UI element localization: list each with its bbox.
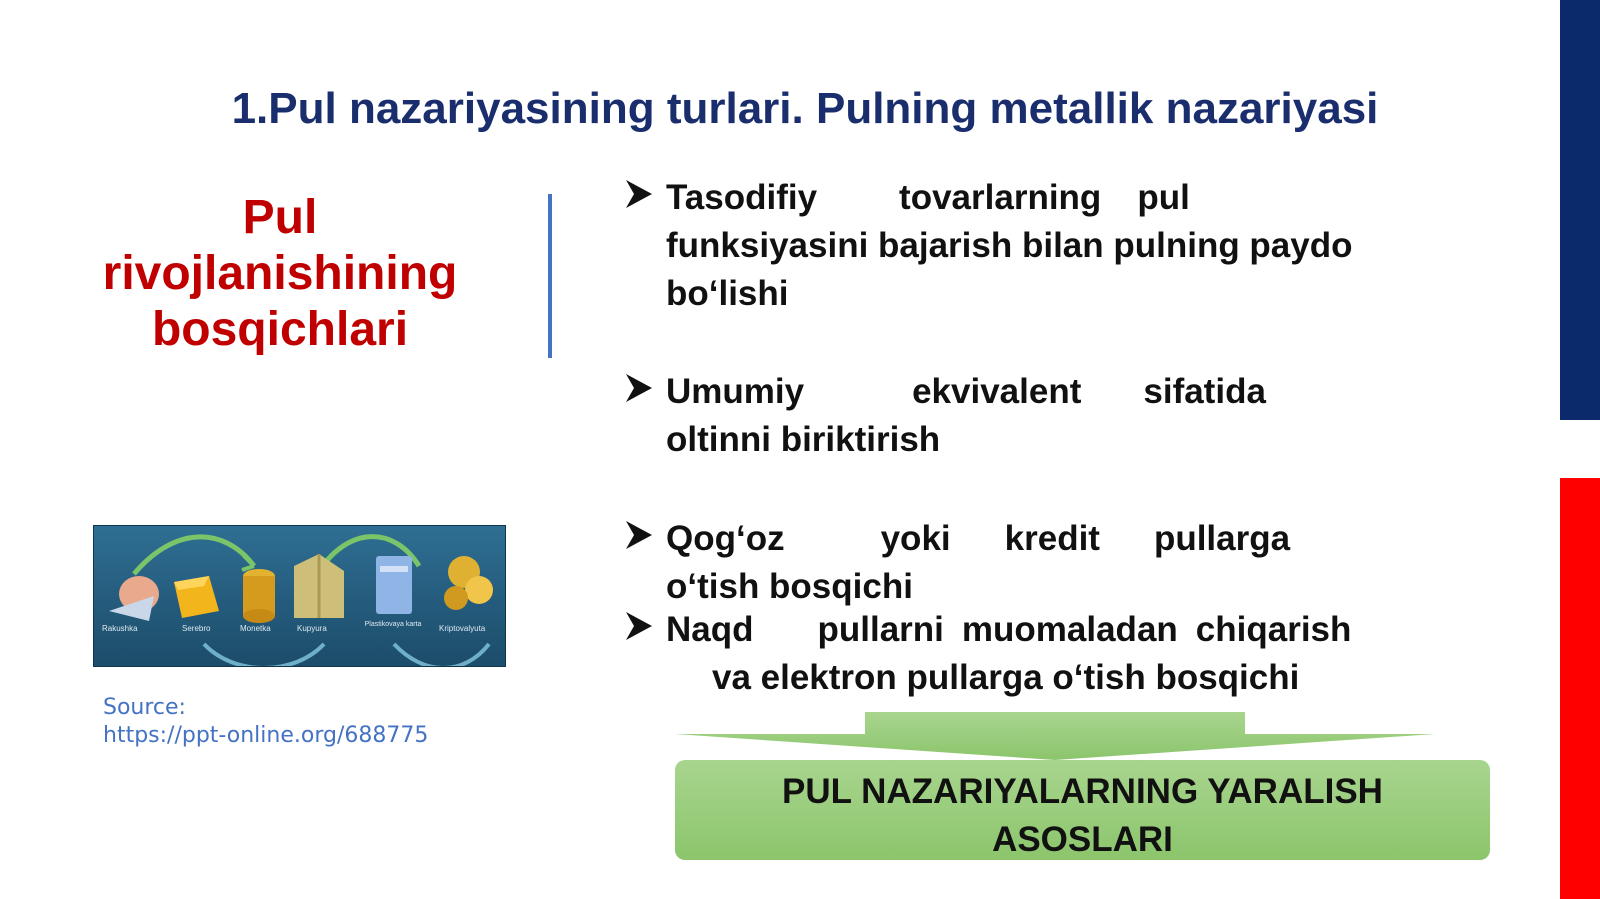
bullet-word: Naqd [666,610,754,649]
bullet-text [666,515,1290,611]
bullet-word: Tasodifiy [666,178,818,217]
vertical-divider [548,194,552,358]
bullet-word: pullarni [817,610,944,649]
bullet-word: pullarga [1153,519,1291,558]
conclusion-line: ASOSLARI [992,820,1173,859]
slide-title: 1.Pul nazariyasining turlari. Pulning metallik nazariyasi [231,84,1379,133]
bullet-word: sifatida [1143,372,1266,411]
bullet-word: ekvivalent [912,372,1082,411]
bullet-line: bo‘lishi [666,274,789,313]
bullet-word: yoki [880,519,951,558]
bullet-text [666,606,1351,702]
accent-bar-red [1560,478,1600,899]
image-caption: Plastikovaya karta [364,621,422,628]
down-arrow-icon [675,710,1445,762]
side-heading [70,190,490,358]
side-heading-line: rivojlanishining [102,247,458,300]
bullet-word: kredit [1004,519,1100,558]
bullet-text [666,368,1266,464]
conclusion-line: PUL NAZARIYALARNING YARALISH [782,772,1383,811]
arrow-bullet-icon [624,366,654,406]
side-heading-line: bosqichlari [151,303,409,356]
bullet-word: tovarlarning [899,178,1102,217]
bullet-word: Umumiy [666,372,805,411]
source-label: Source: [103,695,186,720]
arrow-bullet-icon [624,604,654,644]
source-citation [103,694,428,750]
bullet-line [666,174,1353,222]
bullet-word: pul [1137,178,1190,217]
bullet-line [666,368,1266,416]
accent-bar-blue [1560,0,1600,420]
bullet-word: Qog‘oz [666,519,785,558]
bullet-line: oltinni biriktirish [666,420,941,459]
image-caption: Rakushka [102,624,138,633]
bullet-word: muomaladan [961,610,1178,649]
image-caption: Serebro [182,624,211,633]
bullet-line [666,606,1351,654]
bullet-text [666,174,1353,318]
arrow-bullet-icon [624,513,654,553]
image-caption: Kriptovalyuta [439,624,486,633]
bullet-line: o‘tish bosqichi [666,567,913,606]
arrow-bullet-icon [624,172,654,212]
bullet-line: funksiyasini bajarish bilan pulning paydo [666,226,1353,265]
conclusion-box [675,760,1490,860]
image-caption: Kupyura [297,624,327,633]
source-link[interactable]: https://ppt-online.org/688775 [103,723,429,748]
side-heading-line: Pul [242,191,318,244]
bullet-line [666,515,1290,563]
money-evolution-image [93,525,506,667]
bullet-line: va elektron pullarga o‘tish bosqichi [712,658,1300,697]
bullet-word: chiqarish [1195,610,1352,649]
image-caption: Monetka [240,624,271,633]
